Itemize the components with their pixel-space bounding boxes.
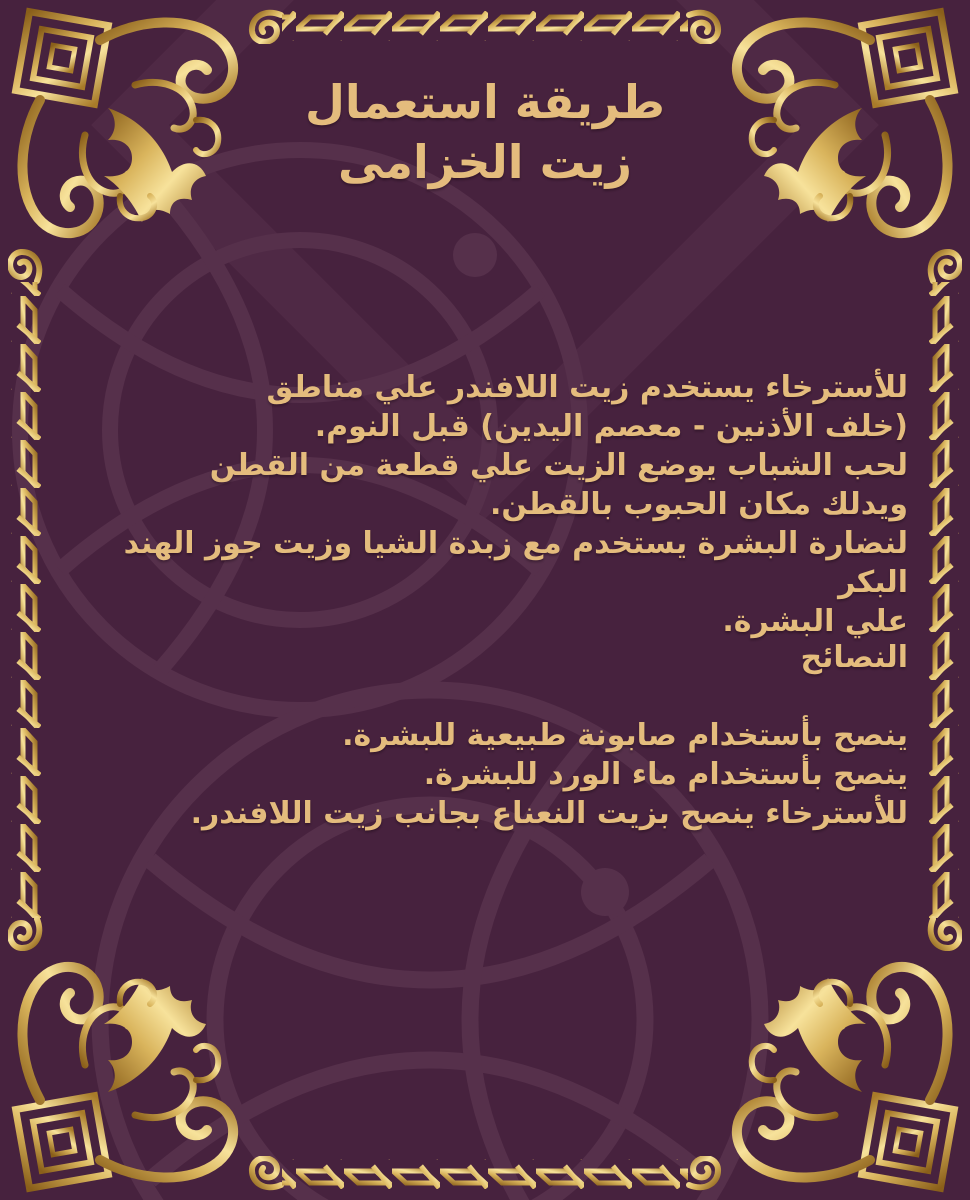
poster-title [0, 72, 970, 192]
tips-heading: النصائح [800, 640, 908, 675]
title-line-2: زيت الخزامى [337, 135, 633, 189]
title-line-1: طريقة استعمال [304, 75, 665, 129]
tips-list [50, 716, 908, 833]
tip-line: ينصح بأستخدام صابونة طبيعية للبشرة. [342, 718, 908, 753]
instruction-line: (خلف الأذنين - معصم اليدين) قبل النوم. [314, 409, 908, 444]
tip-line: للأسترخاء ينصح بزيت النعناع بجانب زيت اللافندر. [190, 796, 908, 831]
instruction-line: لحب الشباب يوضع الزيت علي قطعة من القطن [209, 448, 908, 483]
instruction-line: علي البشرة. [722, 604, 908, 639]
tip-line: ينصح بأستخدام ماء الورد للبشرة. [423, 757, 908, 792]
usage-instructions [50, 368, 908, 641]
instruction-line: ويدلك مكان الحبوب بالقطن. [489, 487, 908, 522]
instruction-line: لنضارة البشرة يستخدم مع زبدة الشيا وزيت جوز الهند البكر [123, 526, 908, 600]
instruction-line: للأسترخاء يستخدم زيت اللافندر علي مناطق [266, 370, 908, 405]
